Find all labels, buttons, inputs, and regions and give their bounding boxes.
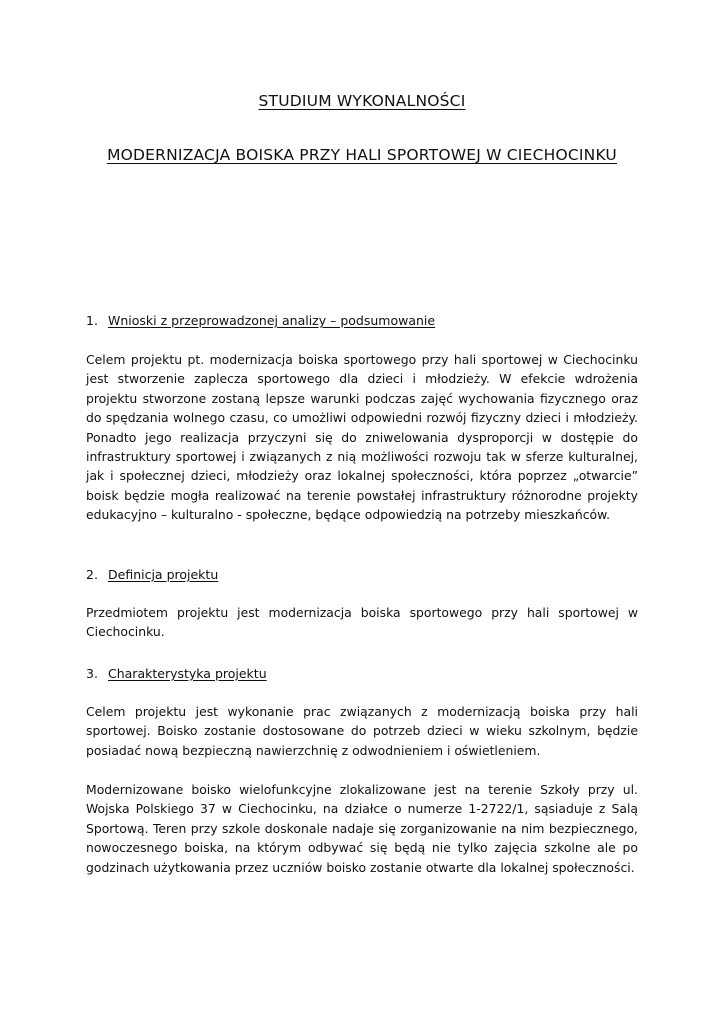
- section-heading-2: [86, 566, 218, 584]
- section-1-paragraph: Celem projektu pt. modernizacja boiska sportowego przy hali sportowej w Ciechocinku jest stworzenie zaplecza sportowego dla dzieci i młodzieży. W efekcie wdrożenia projektu stworzone zostaną lepsze warunki podczas zajęć wychowania fizycznego oraz do spędzania wolnego czasu, co umożliwi odpowiedni rozwój fizyczny dzieci i młodzieży. Ponadto jego realizacja przyczyni się do zniwelowania dysproporcji w dostępie do infrastruktury sportowej i związanych z nią możliwości rozwoju tak w sferze kulturalnej, jak i społecznej dzieci, młodzieży oraz lokalnej społeczności, która poprzez „otwarcie” boisk będzie mogła realizować na terenie powstałej infrastruktury różnorodne projekty edukacyjno – kulturalno - społeczne, będące odpowiedzią na potrzeby mieszkańców.: [86, 352, 638, 523]
- section-heading-3: [86, 665, 267, 683]
- section-number: 3.: [86, 666, 98, 681]
- section-heading-1: [86, 312, 435, 330]
- section-2-paragraph: Przedmiotem projektu jest modernizacja boiska sportowego przy hali sportowej w Ciechocinku.: [86, 605, 638, 640]
- section-heading-text: Wnioski z przeprowadzonej analizy – podsumowanie: [108, 313, 436, 328]
- section-3-paragraph-1: Celem projektu jest wykonanie prac związanych z modernizacją boiska przy hali sportowej. Boisko zostanie dostosowane do potrzeb dzieci w wieku szkolnym, będzie posiadać nową bezpieczną nawierzchnię z odwodnieniem i oświetleniem.: [86, 704, 638, 758]
- section-number: 1.: [86, 313, 98, 328]
- document-title: STUDIUM WYKONALNOŚCI: [258, 92, 466, 110]
- section-number: 2.: [86, 567, 98, 582]
- document-subtitle: MODERNIZACJA BOISKA PRZY HALI SPORTOWEJ W CIECHOCINKU: [107, 146, 617, 164]
- section-heading-text: Definicja projektu: [108, 567, 219, 582]
- section-3-paragraph-2: Modernizowane boisko wielofunkcyjne zlokalizowane jest na terenie Szkoły przy ul. Wojska Polskiego 37 w Ciechocinku, na działce o numerze 1-2722/1, sąsiaduje z Salą Sportową. Teren przy szkole doskonale nadaje się zorganizowanie na nim bezpiecznego, nowoczesnego boiska, na którym odbywać się będą nie tylko zajęcia szkolne ale po godzinach użytkowania przez uczniów boisko zostanie otwarte dla lokalnej społeczności.: [86, 782, 638, 875]
- section-heading-text: Charakterystyka projektu: [108, 666, 267, 681]
